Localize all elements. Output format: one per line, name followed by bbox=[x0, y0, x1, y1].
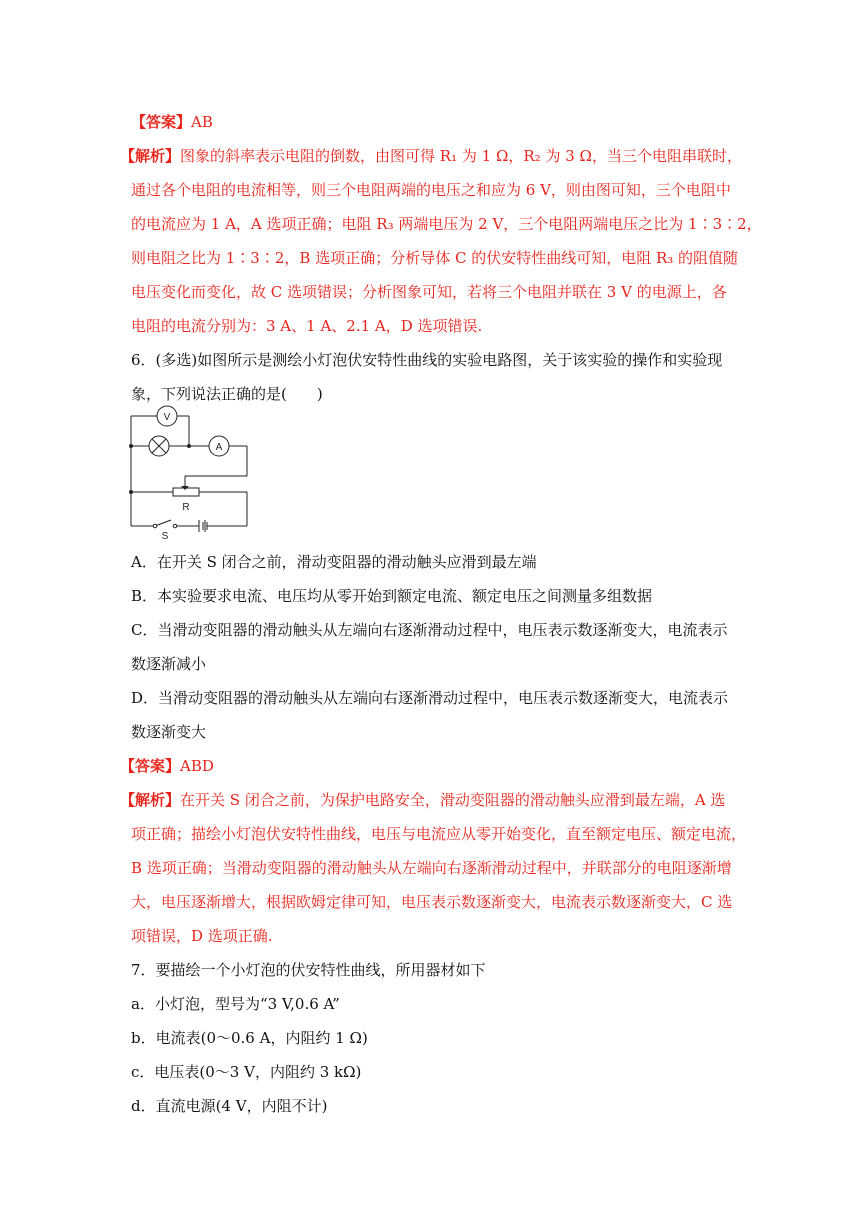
q7-item-a: a．小灯泡，型号为“3 V,0.6 A” bbox=[131, 995, 340, 1013]
q7-item-c: c．电压表(0～3 V，内阻约 3 kΩ) bbox=[131, 1063, 362, 1081]
answer-tag: 【答案】 bbox=[131, 113, 192, 131]
q6-analysis-line: B 选项正确；当滑动变阻器的滑动触头从左端向右逐渐滑动过程中，并联部分的电阻逐渐增 bbox=[131, 859, 732, 877]
q6-stem-line: 6．(多选)如图所示是测绘小灯泡伏安特性曲线的实验电路图，关于该实验的操作和实验现 bbox=[131, 351, 723, 369]
q7-stem: 7．要描绘一个小灯泡的伏安特性曲线，所用器材如下 bbox=[131, 961, 486, 979]
q5-analysis-line: 电压变化而变化，故 C 选项错误；分析图象可知，若将三个电阻并联在 3 V 的电源上，各 bbox=[131, 283, 727, 301]
q5-analysis-line: 电阻的电流分别为：3 A、1 A、2.1 A，D 选项错误. bbox=[131, 317, 483, 335]
q5-analysis-line: 的电流应为 1 A，A 选项正确；电阻 R₃ 两端电压为 2 V，三个电阻两端电压之比为 1∶3∶2， bbox=[131, 215, 762, 233]
answer-tag: 【答案】 bbox=[120, 757, 181, 775]
q7-item-b: b．电流表(0～0.6 A，内阻约 1 Ω) bbox=[131, 1029, 368, 1047]
analysis-tag: 【解析】 bbox=[120, 791, 181, 809]
answer-value: AB bbox=[191, 113, 213, 131]
q5-analysis-line: 【解析】图象的斜率表示电阻的倒数，由图可得 R₁ 为 1 Ω，R₂ 为 3 Ω，当三个电阻串联时， bbox=[120, 147, 742, 165]
q6-option-d-cont: 数逐渐变大 bbox=[131, 723, 207, 741]
q6-option-c-cont: 数逐渐减小 bbox=[131, 655, 207, 673]
q6-analysis-line: 项正确；描绘小灯泡伏安特性曲线，电压与电流应从零开始变化，直至额定电压、额定电流， bbox=[131, 825, 747, 843]
q6-analysis-line: 【解析】在开关 S 闭合之前，为保护电路安全，滑动变阻器的滑动触头应滑到最左端，A 选 bbox=[120, 791, 726, 809]
q6-option-a: A．在开关 S 闭合之前，滑动变阻器的滑动触头应滑到最左端 bbox=[131, 553, 537, 571]
q6-option-c: C．当滑动变阻器的滑动触头从左端向右逐渐滑动过程中，电压表示数逐渐变大，电流表示 bbox=[131, 621, 728, 639]
q6-option-d: D．当滑动变阻器的滑动触头从左端向右逐渐滑动过程中，电压表示数逐渐变大，电流表示 bbox=[131, 689, 729, 707]
q7-item-d: d．直流电源(4 V，内阻不计) bbox=[131, 1097, 328, 1115]
rheostat-label: R bbox=[182, 502, 190, 513]
q5-analysis-line: 则电阻之比为 1∶3∶2，B 选项正确；分析导体 C 的伏安特性曲线可知，电阻 R₃ 的阻值随 bbox=[131, 249, 739, 267]
answer-value: ABD bbox=[180, 757, 214, 775]
q6-answer bbox=[120, 756, 214, 776]
q5-analysis-line: 通过各个电阻的电流相等，则三个电阻两端的电压之和应为 6 V，则由图可知，三个电阻中 bbox=[131, 181, 731, 199]
circuit-diagram bbox=[125, 402, 265, 542]
switch-label: S bbox=[161, 531, 169, 542]
q6-option-b: B．本实验要求电流、电压均从零开始到额定电流、额定电压之间测量多组数据 bbox=[131, 587, 653, 605]
q5-answer bbox=[131, 112, 213, 132]
q6-analysis-line: 项错误，D 选项正确. bbox=[131, 927, 273, 945]
q6-analysis-line: 大，电压逐渐增大，根据欧姆定律可知，电压表示数逐渐变大，电流表示数逐渐变大，C 选 bbox=[131, 893, 733, 911]
analysis-tag: 【解析】 bbox=[120, 147, 181, 165]
voltmeter-label: V bbox=[163, 412, 171, 423]
q6-stem-line: 象，下列说法正确的是( ) bbox=[131, 385, 323, 403]
ammeter-label: A bbox=[215, 442, 223, 453]
